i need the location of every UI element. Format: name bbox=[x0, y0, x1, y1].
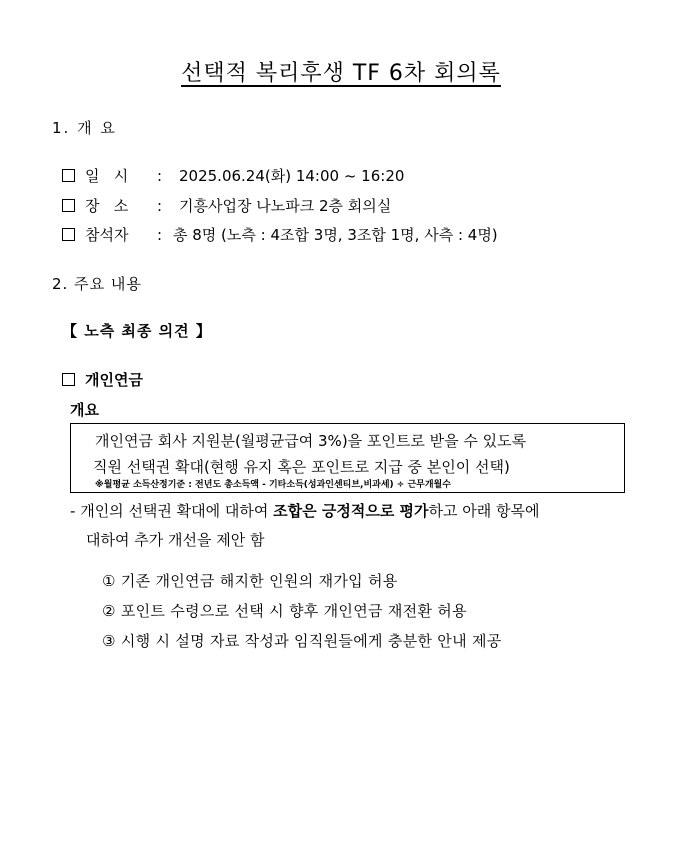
box-line-2: 직원 선택권 확대(현행 유지 혹은 포인트로 지급 중 본인이 선택) bbox=[93, 458, 510, 476]
row-value: 총 8명 (노측 : 4조합 3명, 3조합 1명, 사측 : 4명) bbox=[173, 226, 498, 244]
row-label: 일 시 bbox=[85, 167, 129, 185]
comment-line-2: 대하여 추가 개선을 제안 함 bbox=[86, 531, 265, 549]
proposal-item-1: ① 기존 개인연금 해지한 인원의 재가입 허용 bbox=[102, 572, 398, 590]
row-separator: : bbox=[157, 226, 163, 244]
comment-text-post: 하고 아래 항목에 bbox=[428, 502, 540, 520]
checkbox-icon bbox=[62, 199, 75, 212]
row-value: 2025.06.24(화) 14:00 ~ 16:20 bbox=[179, 167, 405, 185]
checkbox-icon bbox=[62, 373, 75, 386]
overview-row-date bbox=[62, 165, 404, 186]
checkbox-icon bbox=[62, 228, 75, 241]
subsection-heading: 【 노측 최종 의견 】 bbox=[62, 322, 212, 340]
section-1-heading: 1. 개 요 bbox=[52, 119, 117, 137]
comment-text-pre: 개인의 선택권 확대에 대하여 bbox=[80, 502, 274, 520]
row-label: 장 소 bbox=[85, 197, 129, 215]
topic-heading bbox=[62, 369, 143, 390]
overview-box bbox=[70, 423, 625, 493]
comment-text-bold: 조합은 긍정적으로 평가 bbox=[273, 502, 429, 520]
comment-dash: - bbox=[70, 502, 76, 520]
row-separator: : bbox=[157, 167, 163, 185]
box-line-1: 개인연금 회사 지원분(월평균급여 3%)을 포인트로 받을 수 있도록 bbox=[95, 432, 527, 450]
topic-label: 개인연금 bbox=[85, 371, 143, 389]
document-title-text: 선택적 복리후생 TF 6차 회의록 bbox=[181, 61, 501, 86]
row-value: 기흥사업장 나노파크 2층 회의실 bbox=[179, 197, 392, 215]
proposal-item-3: ③ 시행 시 설명 자료 작성과 임직원들에게 충분한 안내 제공 bbox=[102, 632, 502, 650]
comment-line-1 bbox=[70, 500, 540, 521]
box-note: ※월평균 소득산정기준 : 전년도 총소득액 - 기타소득(성과인센티브,비과세) ÷ 근무개월수 bbox=[95, 480, 451, 490]
row-label: 참석자 bbox=[85, 226, 129, 244]
section-2-heading: 2. 주요 내용 bbox=[52, 275, 142, 293]
document-title bbox=[0, 56, 682, 87]
checkbox-icon bbox=[62, 169, 75, 182]
overview-row-place bbox=[62, 195, 391, 216]
overview-label: 개요 bbox=[70, 401, 99, 419]
proposal-item-2: ② 포인트 수령으로 선택 시 향후 개인연금 재전환 허용 bbox=[102, 602, 467, 620]
row-separator: : bbox=[157, 197, 163, 215]
overview-row-attendees bbox=[62, 224, 498, 245]
